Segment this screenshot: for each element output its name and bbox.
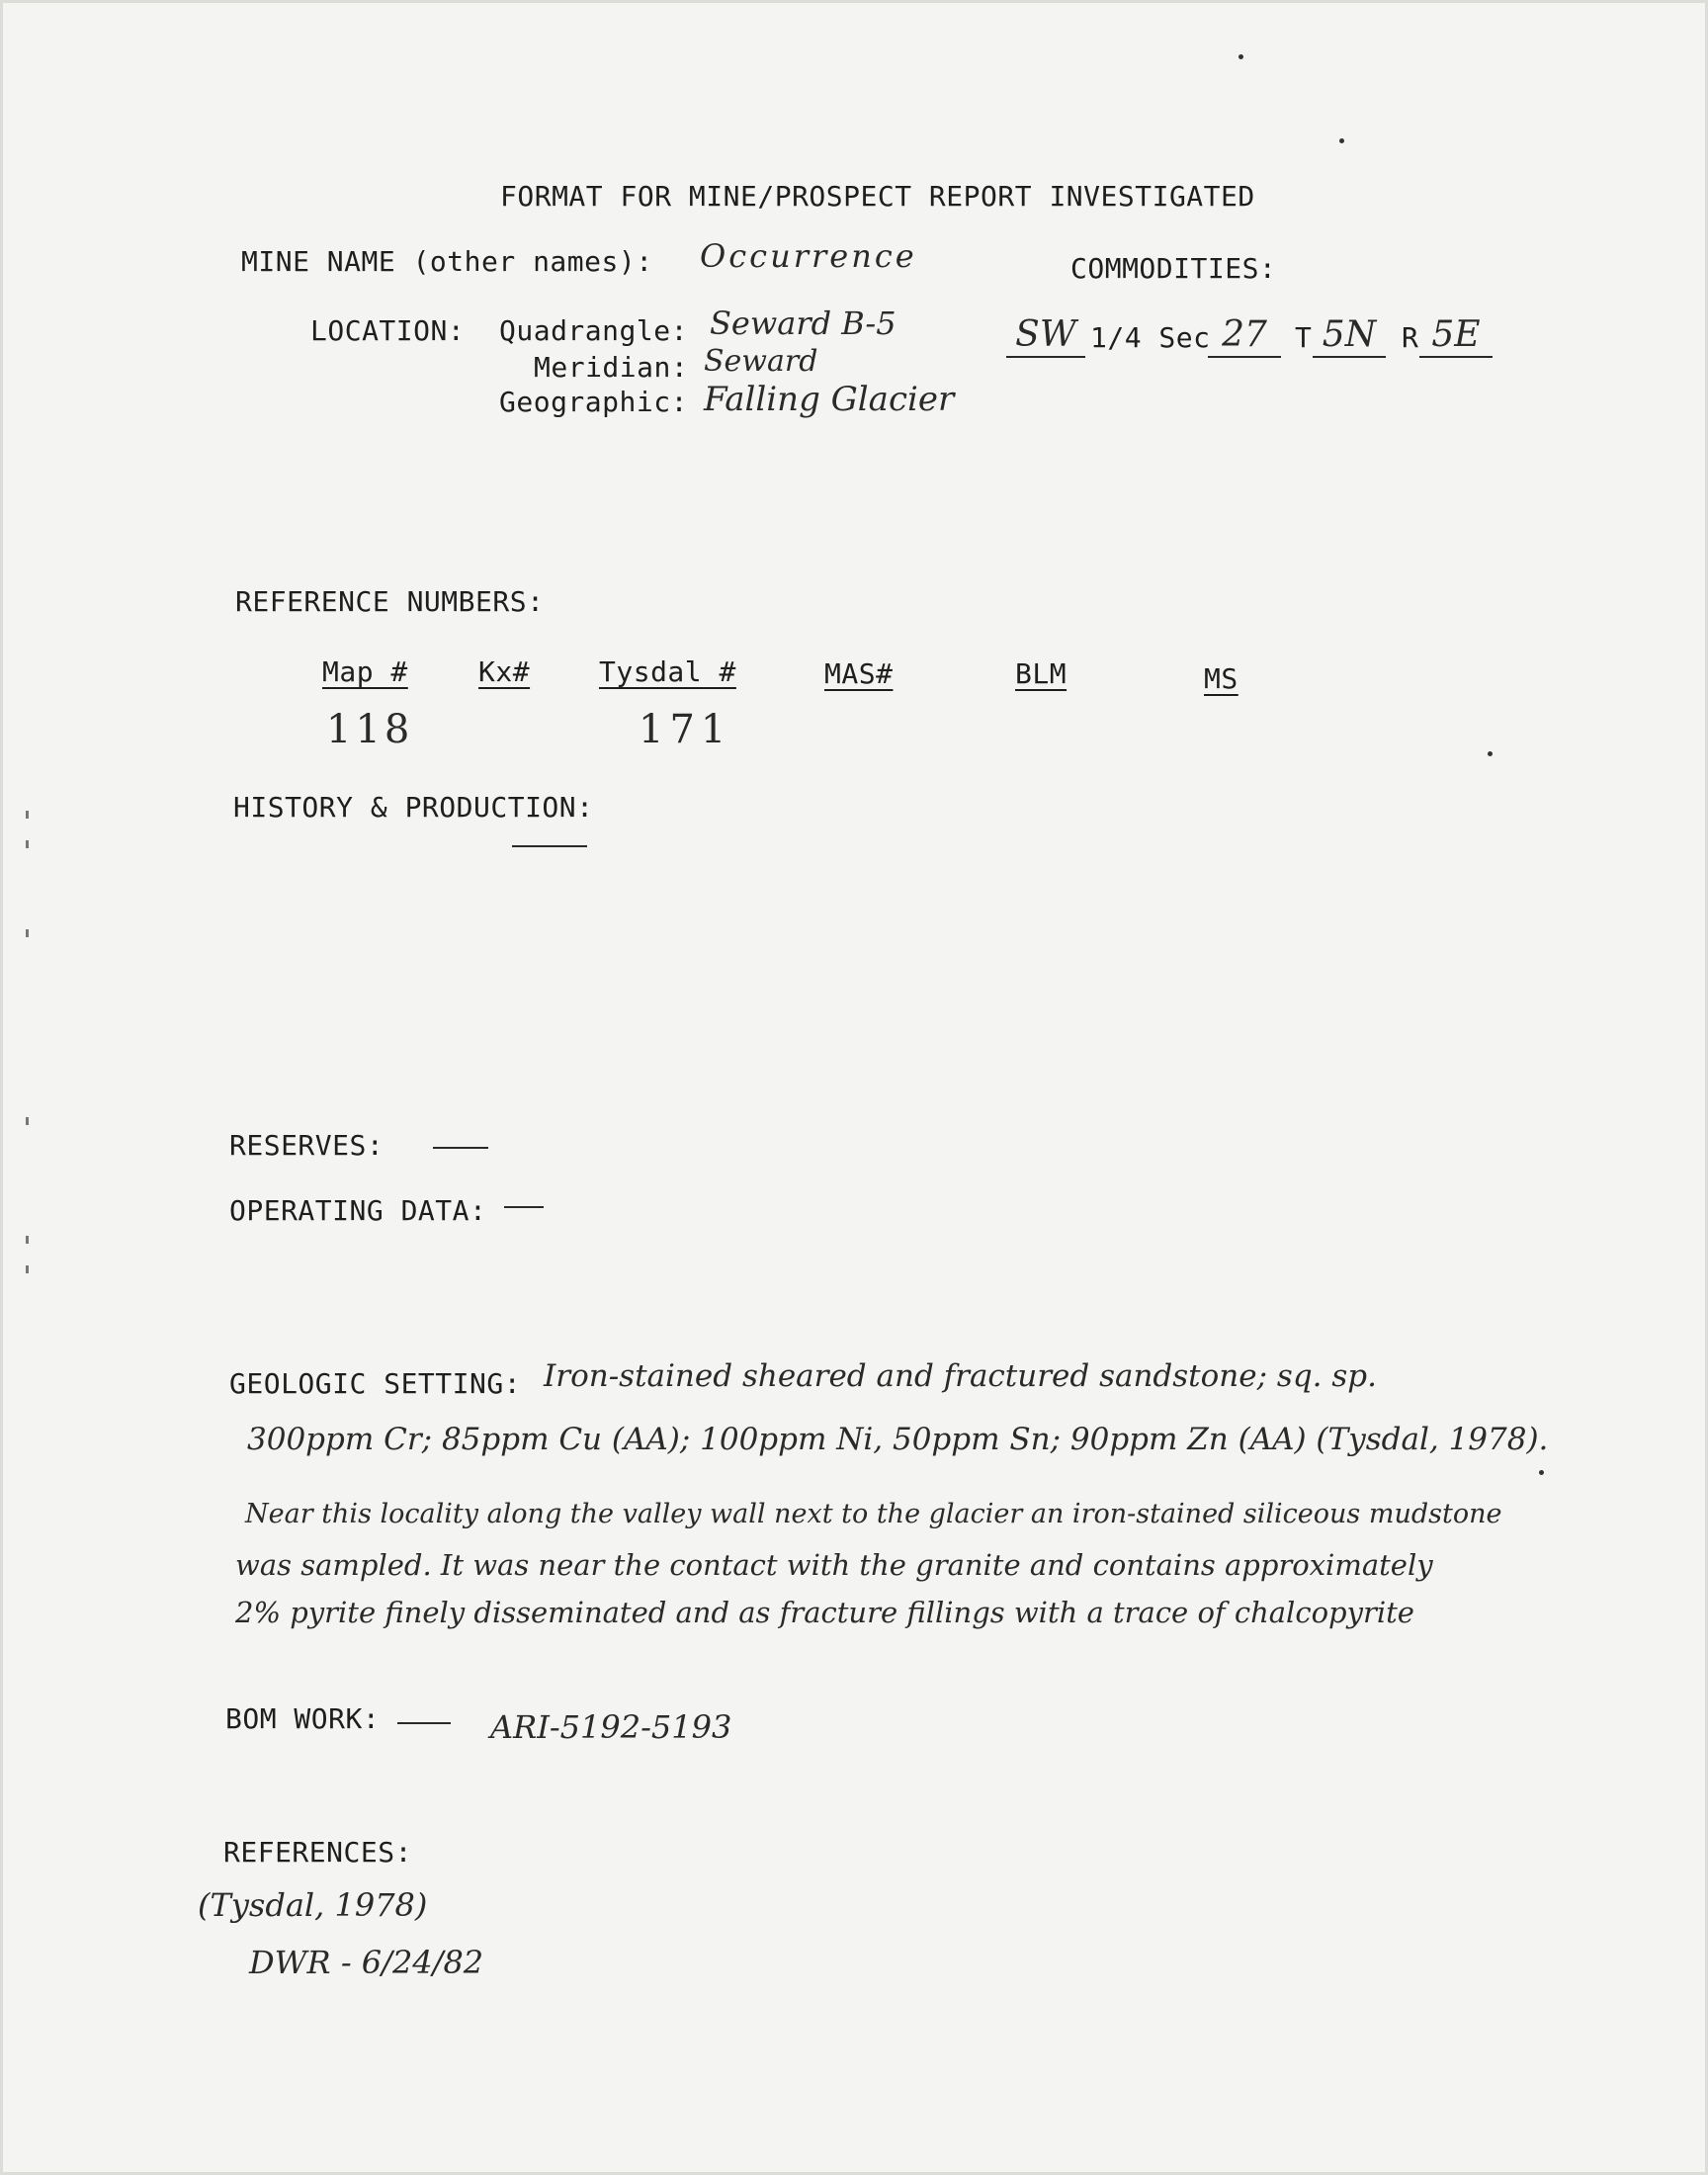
ref-header-kx: Kx# [478, 655, 531, 688]
scan-speck [1339, 138, 1344, 143]
geologic-line-1: Iron-stained sheared and fractured sandstone; sq. sp. [544, 1358, 1377, 1394]
ref-header-mas: MAS# [824, 657, 894, 690]
ref-value-tysdal: 171 [639, 707, 732, 752]
ref-header-ms: MS [1204, 662, 1238, 695]
township-label: T [1295, 321, 1313, 354]
quarter-section-label: 1/4 Sec [1090, 321, 1211, 354]
operating-data-dash [504, 1206, 544, 1208]
ref-header-blm: BLM [1015, 657, 1068, 690]
geographic-label: Geographic: [499, 386, 688, 418]
quarter-section-field: SW [1006, 314, 1085, 358]
mine-name-label: MINE NAME (other names): [241, 245, 653, 278]
meridian-label: Meridian: [534, 351, 689, 384]
margin-mark [26, 1265, 29, 1273]
history-label: HISTORY & PRODUCTION: [233, 791, 594, 824]
geologic-note-1: Near this locality along the valley wall next to the glacier an iron-stained siliceous mudstone [245, 1499, 1502, 1529]
bom-work-dash [397, 1722, 451, 1724]
operating-data-label: OPERATING DATA: [229, 1194, 487, 1227]
meridian-value: Seward [704, 344, 818, 379]
range-label: R [1402, 321, 1419, 354]
reserves-label: RESERVES: [229, 1129, 384, 1162]
references-line-2: DWR - 6/24/82 [249, 1944, 484, 1981]
ref-header-tysdal: Tysdal # [599, 655, 736, 688]
range-field: 5E [1419, 314, 1493, 358]
geologic-note-3: 2% pyrite finely disseminated and as fracture fillings with a trace of chalcopyrite [235, 1596, 1414, 1629]
mine-name-value: Occurrence [700, 237, 917, 275]
scan-speck [1238, 54, 1243, 59]
margin-mark [26, 1236, 29, 1244]
margin-mark [26, 929, 29, 937]
page-title: FORMAT FOR MINE/PROSPECT REPORT INVESTIGATED [500, 180, 1255, 213]
quadrangle-value: Seward B-5 [710, 304, 897, 342]
scan-speck [1539, 1470, 1544, 1475]
margin-mark [26, 811, 29, 819]
ref-header-map: Map # [322, 655, 408, 688]
commodities-label: COMMODITIES: [1070, 252, 1277, 285]
ref-value-map: 118 [326, 707, 414, 752]
section-field: 27 [1208, 314, 1281, 358]
location-label: LOCATION: [310, 314, 466, 347]
margin-mark [26, 840, 29, 848]
township-field: 5N [1313, 314, 1386, 358]
geologic-setting-label: GEOLOGIC SETTING: [229, 1367, 522, 1400]
geologic-line-2: 300ppm Cr; 85ppm Cu (AA); 100ppm Ni, 50ppm Sn; 90ppm Zn (AA) (Tysdal, 1978). [247, 1422, 1549, 1457]
scan-speck [1488, 751, 1493, 756]
references-line-1: (Tysdal, 1978) [198, 1886, 428, 1924]
reference-numbers-label: REFERENCE NUMBERS: [235, 585, 545, 618]
history-dash [512, 845, 587, 847]
references-label: REFERENCES: [223, 1836, 412, 1869]
reserves-dash [433, 1147, 488, 1149]
quadrangle-label: Quadrangle: [499, 314, 688, 347]
bom-work-value: ARI-5192-5193 [490, 1708, 732, 1746]
margin-mark [26, 1117, 29, 1125]
bom-work-label: BOM WORK: [225, 1702, 381, 1735]
geologic-note-2: was sampled. It was near the contact with the granite and contains approximately [235, 1548, 1433, 1582]
geographic-value: Falling Glacier [704, 380, 955, 419]
